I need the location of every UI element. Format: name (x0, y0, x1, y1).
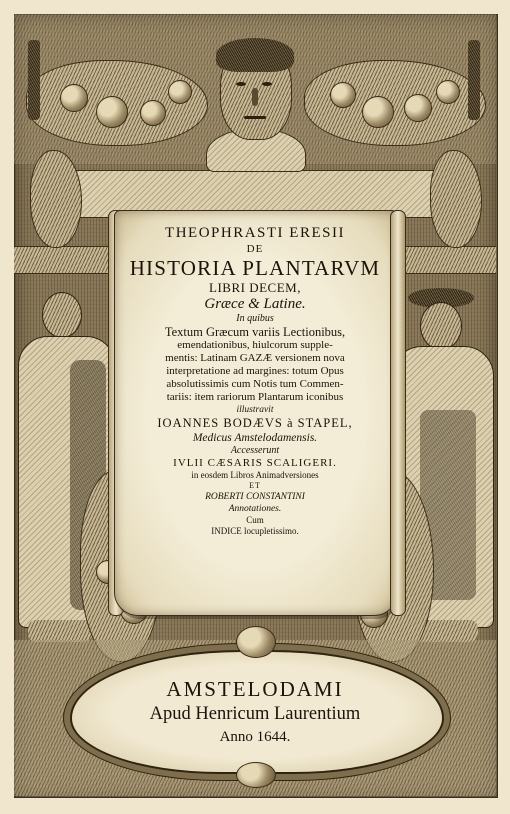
tassel-left (28, 40, 40, 120)
title-de: DE (246, 243, 264, 255)
fruit (404, 94, 432, 122)
fruit (168, 80, 192, 104)
bust-hair (216, 38, 294, 72)
constantini-name: ROBERTI CONSTANTINI (205, 492, 305, 502)
imprint-publisher: Apud Henricum Laurentium (149, 704, 361, 724)
imprint-year: Anno 1644. (219, 729, 291, 745)
right-figure-head (420, 302, 462, 350)
body-line: mentis: Latinam GAZÆ versionem nova (165, 352, 345, 364)
editor-name: IOANNES BODÆVS à STAPEL, (157, 416, 353, 430)
editor-title: Medicus Amstelodamensis. (192, 432, 318, 444)
fruit (362, 96, 394, 128)
left-figure-feet (28, 620, 92, 642)
title-block (122, 224, 388, 537)
scaliger-note: in eosdem Libros Animadversiones (191, 470, 319, 480)
garland-right (304, 60, 486, 146)
cum: Cum (246, 515, 264, 525)
in-quibus: In quibus (236, 313, 274, 324)
bust-nose (252, 88, 258, 106)
fruit (330, 82, 356, 108)
body-line: interpretatione ad margines: totum Opus (166, 365, 344, 377)
body-line: Textum Græcum variis Lectionibus, (164, 325, 346, 339)
fruit (96, 96, 128, 128)
body-line: emendationibus, hiulcorum supple- (177, 339, 333, 351)
fruit (140, 100, 166, 126)
imprint-city: AMSTELODAMI (166, 677, 344, 701)
scroll-roll-right (390, 210, 406, 616)
bust-eye (262, 82, 272, 86)
imprint-block (90, 676, 420, 748)
tassel-right (468, 40, 480, 120)
cartouche-scroll-ornament (236, 626, 276, 658)
annotationes: Annotationes. (228, 504, 282, 514)
scaliger-name: IVLII CÆSARIS SCALIGERI. (173, 457, 337, 469)
illustravit: illustravit (236, 405, 274, 415)
cartouche-scroll-ornament (236, 762, 276, 788)
bust-eye (236, 82, 246, 86)
et-conjunction: ET (249, 481, 261, 490)
libri-decem: LIBRI DECEM, (209, 280, 301, 295)
author-name: THEOPHRASTI ERESII (165, 225, 345, 241)
fruit (60, 84, 88, 112)
indice: INDICE locupletissimo. (211, 526, 299, 536)
main-title: HISTORIA PLANTARVM (129, 256, 381, 280)
body-line: tariis: item rariorum Plantarum iconibus (166, 391, 344, 403)
fruit (436, 80, 460, 104)
languages: Græce & Latine. (204, 296, 306, 312)
garland-side-right (430, 150, 482, 248)
left-figure-head (42, 292, 82, 338)
bust-mouth (244, 116, 266, 119)
body-line: absolutissimis cum Notis tum Commen- (166, 378, 344, 390)
garland-side-left (30, 150, 82, 248)
accesserunt: Accesserunt (230, 445, 280, 456)
